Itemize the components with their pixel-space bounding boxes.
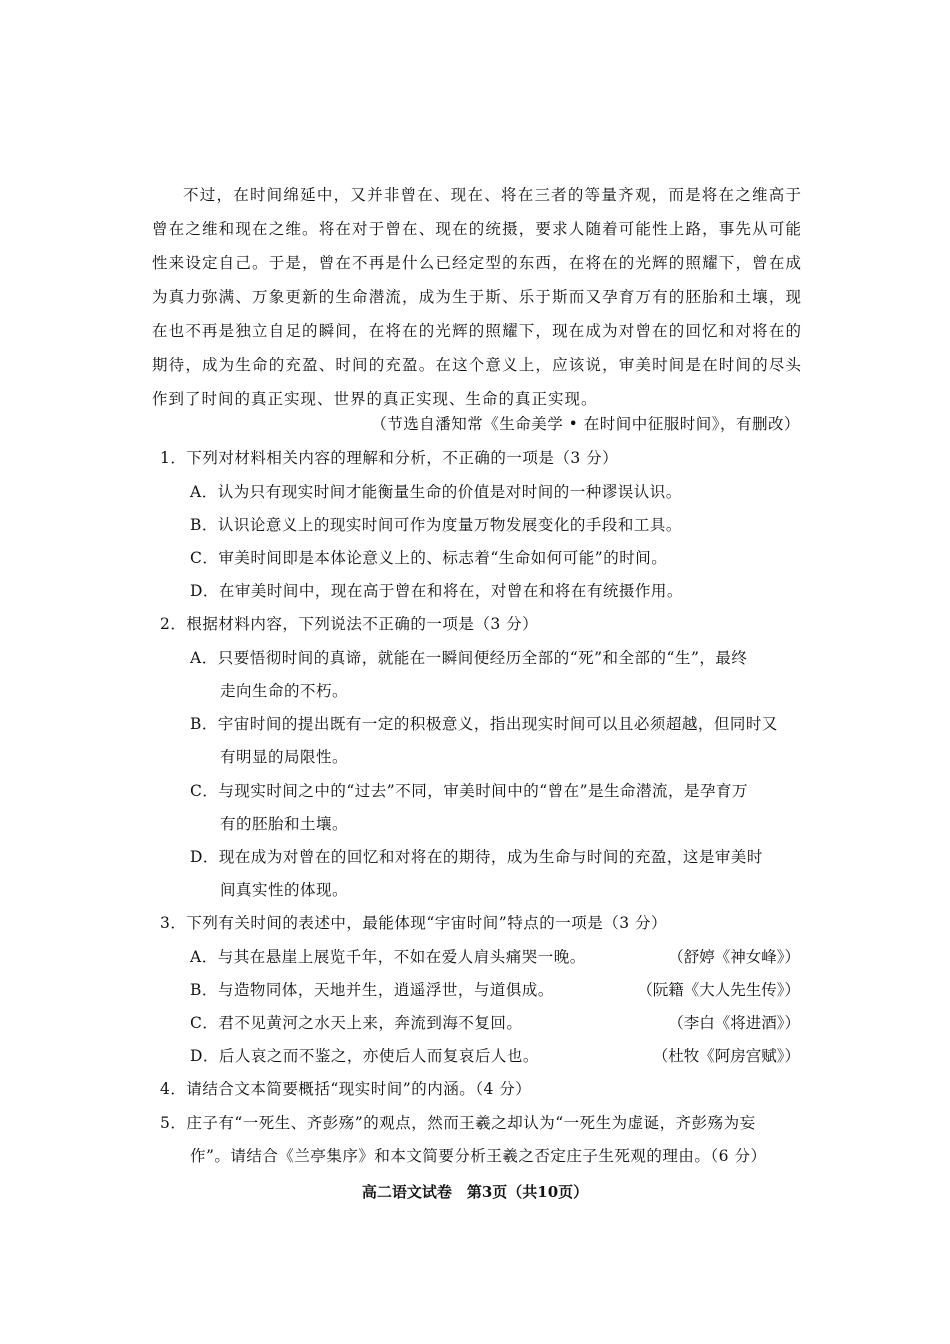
question-3-option-c-source: （李白《将进酒》） bbox=[668, 1014, 800, 1032]
question-3-option-a-source: （舒婷《神女峰》） bbox=[668, 948, 800, 966]
question-1-option-b: B．认识论意义上的现实时间可作为度量万物发展变化的手段和工具。 bbox=[190, 516, 682, 534]
question-3-option-c: C．君不见黄河之水天上来，奔流到海不复回。 bbox=[190, 1014, 523, 1032]
page-footer: 高二语文试卷 第3页（共10页） bbox=[361, 1183, 589, 1201]
question-4-stem: 4．请结合文本简要概括“现实时间”的内涵。（4 分） bbox=[160, 1080, 532, 1098]
question-1-stem: 1．下列对材料相关内容的理解和分析，不正确的一项是（3 分） bbox=[160, 449, 619, 467]
question-2-option-c: C．与现实时间之中的“过去”不同，审美时间中的“曾在”是生命潜流，是孕育万 bbox=[190, 782, 749, 800]
question-1-option-c: C．审美时间即是本体论意义上的、标志着“生命如何可能”的时间。 bbox=[190, 549, 668, 567]
passage-paragraph: 不过，在时间绵延中，又并非曾在、现在、将在三者的等量齐观，而是将在之维高于曾在之维和现在之维。将在对于曾在、现在的统摄，要求人随着可能性上路，事先从可能性来设定自己。于是，曾在不再是什么已经定型的东西，在将在的光辉的照耀下，曾在成为真力弥满、万象更新的生命潜流，成为生于斯、乐于斯而又孕育万有的胚胎和土壤，现在也不再是独立自足的瞬间，在将在的光辉的照耀下，现在成为对曾在的回忆和对将在的期待，成为生命的充盈、时间的充盈。在这个意义上，应该说，审美时间是在时间的尽头作到了时间的真正实现、世界的真正实现、生命的真正实现。 bbox=[152, 186, 802, 408]
question-3-option-b: B．与造物同体，天地并生，逍遥浮世，与道俱成。 bbox=[190, 981, 554, 999]
question-2-option-d-cont: 间真实性的体现。 bbox=[220, 881, 349, 899]
question-5-stem-cont: 作”。请结合《兰亭集序》和本文简要分析王羲之否定庄子生死观的理由。（6 分） bbox=[190, 1147, 767, 1165]
question-2-option-a-cont: 走向生命的不朽。 bbox=[220, 682, 349, 700]
source-note: （节选自潘知常《生命美学 • 在时间中征服时间》，有删改） bbox=[371, 415, 800, 433]
question-3-option-b-source: （阮籍《大人先生传》） bbox=[637, 981, 800, 999]
question-1-option-d: D．在审美时间中，现在高于曾在和将在，对曾在和将在有统摄作用。 bbox=[190, 582, 683, 600]
question-1-option-a: A．认为只有现实时间才能衡量生命的价值是对时间的一种谬误认识。 bbox=[190, 483, 682, 501]
question-2-option-b-cont: 有明显的局限性。 bbox=[220, 748, 349, 766]
question-2-option-d: D．现在成为对曾在的回忆和对将在的期待，成为生命与时间的充盈，这是审美时 bbox=[190, 848, 763, 866]
question-3-option-d: D．后人哀之而不鉴之，亦使后人而复哀后人也。 bbox=[190, 1047, 539, 1065]
question-2-option-c-cont: 有的胚胎和土壤。 bbox=[220, 815, 349, 833]
question-2-option-b: B．宇宙时间的提出既有一定的积极意义，指出现实时间可以且必须超越，但同时又 bbox=[190, 715, 778, 733]
question-3-option-a: A．与其在悬崖上展览千年，不如在爱人肩头痛哭一晚。 bbox=[190, 948, 586, 966]
question-5-stem: 5．庄子有“一死生、齐彭殇”的观点，然而王羲之却认为“一死生为虚诞，齐彭殇为妄 bbox=[160, 1114, 756, 1132]
question-3-option-d-source: （杜牧《阿房宫赋》） bbox=[652, 1047, 800, 1065]
question-2-stem: 2．根据材料内容，下列说法不正确的一项是（3 分） bbox=[160, 615, 539, 633]
question-2-option-a: A．只要悟彻时间的真谛，就能在一瞬间便经历全部的“死”和全部的“生”，最终 bbox=[190, 649, 748, 667]
question-3-stem: 3．下列有关时间的表述中，最能体现“宇宙时间”特点的一项是（3 分） bbox=[160, 914, 668, 932]
